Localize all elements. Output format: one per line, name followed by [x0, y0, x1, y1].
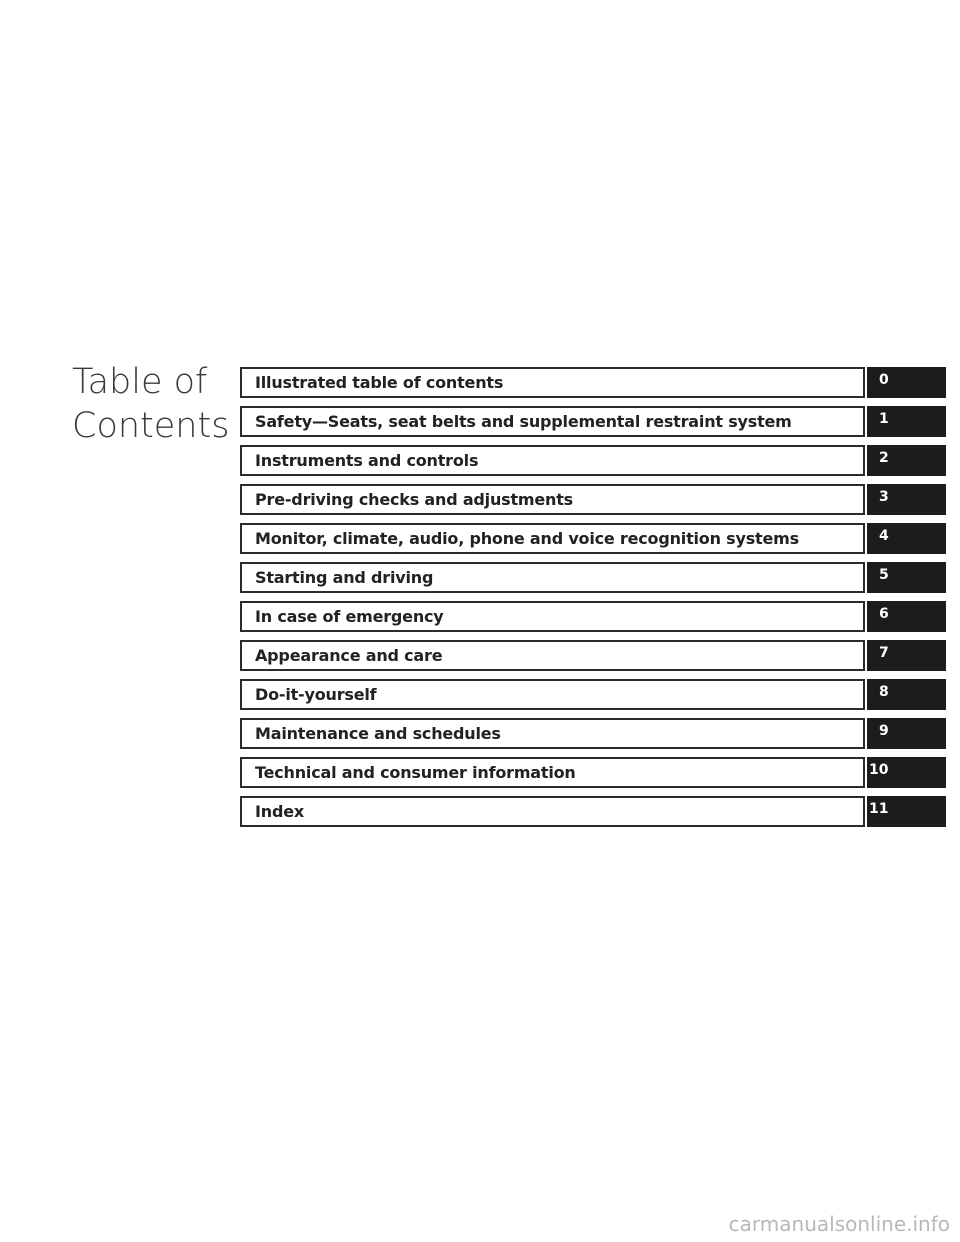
toc-item-label: Starting and driving	[255, 568, 434, 587]
toc-item-tab[interactable]	[867, 445, 946, 476]
toc-item-1[interactable]	[240, 406, 946, 437]
toc-item-2[interactable]	[240, 445, 946, 476]
toc-item-box[interactable]	[240, 757, 865, 788]
toc-item-box[interactable]	[240, 679, 865, 710]
toc-item-tab[interactable]	[867, 679, 946, 710]
toc-item-tab[interactable]	[867, 601, 946, 632]
toc-item-number: 6	[879, 605, 889, 622]
toc-item-number: 1	[879, 410, 889, 427]
toc-item-label: Maintenance and schedules	[255, 724, 501, 743]
toc-item-label: Appearance and care	[255, 646, 443, 665]
toc-item-number: 8	[879, 683, 889, 700]
toc-item-box[interactable]	[240, 445, 865, 476]
watermark: carmanualsonline.info	[728, 1212, 950, 1236]
page-title	[72, 360, 232, 448]
toc-list	[240, 367, 946, 835]
toc-item-box[interactable]	[240, 484, 865, 515]
toc-item-tab[interactable]	[867, 757, 946, 788]
toc-item-tab[interactable]	[867, 562, 946, 593]
toc-item-box[interactable]	[240, 523, 865, 554]
toc-item-4[interactable]	[240, 523, 946, 554]
page-title-line-1: Table of	[72, 362, 208, 402]
toc-item-box[interactable]	[240, 562, 865, 593]
toc-item-tab[interactable]	[867, 640, 946, 671]
toc-item-label: Pre-driving checks and adjustments	[255, 490, 574, 509]
toc-item-label: In case of emergency	[255, 607, 444, 626]
toc-item-label: Illustrated table of contents	[255, 373, 504, 392]
toc-item-number: 0	[879, 371, 889, 388]
toc-item-number: 5	[879, 566, 889, 583]
toc-item-8[interactable]	[240, 679, 946, 710]
toc-item-box[interactable]	[240, 367, 865, 398]
toc-item-0[interactable]	[240, 367, 946, 398]
toc-item-label: Instruments and controls	[255, 451, 479, 470]
toc-item-tab[interactable]	[867, 523, 946, 554]
toc-item-3[interactable]	[240, 484, 946, 515]
toc-item-tab[interactable]	[867, 367, 946, 398]
toc-item-6[interactable]	[240, 601, 946, 632]
toc-item-label: Monitor, climate, audio, phone and voice recognition systems	[255, 529, 799, 548]
toc-item-11[interactable]	[240, 796, 946, 827]
toc-item-label: Safety—Seats, seat belts and supplemental restraint system	[255, 412, 792, 431]
toc-item-9[interactable]	[240, 718, 946, 749]
toc-item-label: Technical and consumer information	[255, 763, 576, 782]
toc-item-box[interactable]	[240, 796, 865, 827]
toc-item-label: Do-it-yourself	[255, 685, 377, 704]
toc-item-5[interactable]	[240, 562, 946, 593]
toc-item-tab[interactable]	[867, 406, 946, 437]
toc-item-box[interactable]	[240, 406, 865, 437]
toc-item-tab[interactable]	[867, 484, 946, 515]
toc-item-number: 7	[879, 644, 889, 661]
toc-item-label: Index	[255, 802, 304, 821]
toc-item-number: 2	[879, 449, 889, 466]
toc-item-number: 9	[879, 722, 889, 739]
toc-item-number: 10	[869, 761, 889, 778]
toc-item-box[interactable]	[240, 718, 865, 749]
toc-item-number: 11	[869, 800, 889, 817]
toc-item-number: 4	[879, 527, 889, 544]
toc-item-box[interactable]	[240, 601, 865, 632]
page-title-line-2: Contents	[72, 406, 230, 446]
toc-item-tab[interactable]	[867, 796, 946, 827]
toc-item-10[interactable]	[240, 757, 946, 788]
toc-item-box[interactable]	[240, 640, 865, 671]
toc-item-7[interactable]	[240, 640, 946, 671]
toc-item-number: 3	[879, 488, 889, 505]
toc-item-tab[interactable]	[867, 718, 946, 749]
